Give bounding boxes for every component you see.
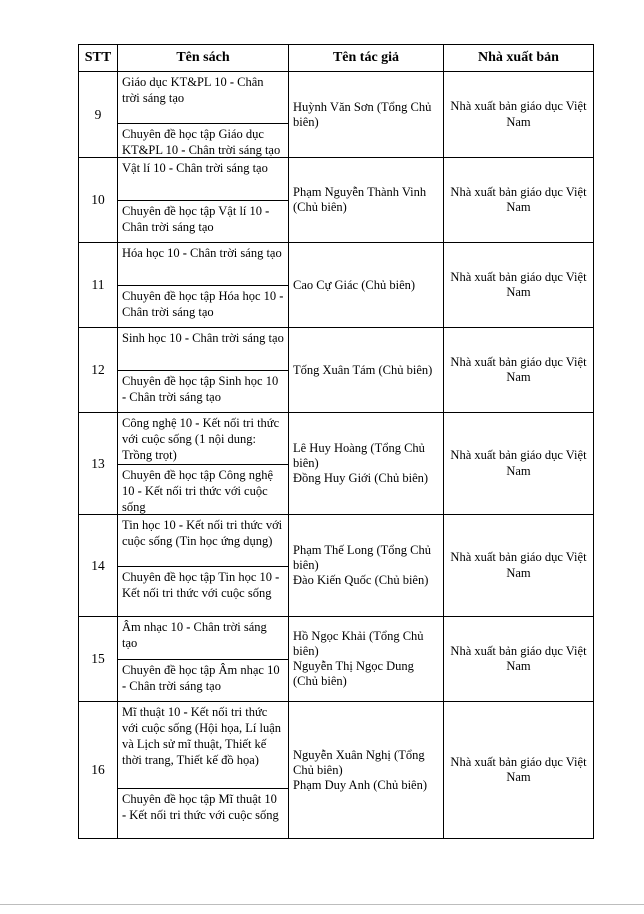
- book-titles-cell: [118, 702, 289, 839]
- publisher-name: Nhà xuất bản giáo dục Việt Nam: [444, 515, 594, 617]
- book-title-series: Chân trời sáng tạo: [126, 390, 221, 404]
- book-title-series: Chân trời sáng tạo: [126, 679, 221, 693]
- page-bottom-divider: [0, 904, 644, 905]
- book-title-separator: -: [122, 390, 127, 404]
- book-title-subject: Sinh học 10: [122, 331, 185, 345]
- header-author: Tên tác giả: [289, 45, 444, 72]
- thematic-textbook-title: [118, 200, 288, 242]
- book-title-subject: Tin học 10: [122, 518, 179, 532]
- header-book-title: Tên sách: [118, 45, 289, 72]
- authors-cell: [289, 158, 444, 243]
- textbook-title: [118, 617, 288, 659]
- header-publisher: Nhà xuất bản: [444, 45, 594, 72]
- author-name: Lê Huy Hoàng (Tổng Chủ biên): [293, 441, 425, 470]
- table-row: [79, 72, 594, 158]
- book-title-series: Kết nối tri thức với cuộc sống (Tin học ứng dụng): [122, 518, 283, 548]
- table-body: [79, 72, 594, 839]
- book-titles-cell: [118, 243, 289, 328]
- authors-cell: [289, 328, 444, 413]
- textbook-table: [78, 44, 594, 839]
- book-titles-cell: [118, 515, 289, 617]
- book-title-subject: Chuyên đề học tập Sinh học 10: [122, 374, 279, 388]
- thematic-textbook-title: [118, 659, 288, 701]
- book-title-separator: -: [181, 143, 186, 157]
- table-row: [79, 702, 594, 839]
- textbook-title: [118, 515, 288, 566]
- book-title-separator: -: [168, 161, 174, 175]
- author-name: Hồ Ngọc Khải (Tổng Chủ biên): [293, 629, 424, 658]
- book-title-separator: -: [137, 484, 142, 498]
- book-title-series: Chân trời sáng tạo: [189, 331, 284, 345]
- book-titles-cell: [118, 328, 289, 413]
- book-title-subject: Giáo dục KT&PL 10: [122, 75, 230, 89]
- book-title-series: Chân trời sáng tạo: [173, 161, 268, 175]
- book-title-series: Chân trời sáng tạo: [122, 75, 264, 105]
- table-row: [79, 413, 594, 515]
- header-stt: STT: [79, 45, 118, 72]
- book-title-series: Kết nối tri thức với cuộc sống: [126, 808, 279, 822]
- book-title-series: Kết nối tri thức với cuộc sống (1 nội dung: Trồng trọt): [122, 416, 280, 462]
- table-header-row: [79, 45, 594, 72]
- book-title-separator: -: [182, 246, 187, 260]
- book-title-separator: -: [195, 416, 200, 430]
- row-number: 9: [79, 72, 118, 158]
- publisher-name: Nhà xuất bản giáo dục Việt Nam: [444, 328, 594, 413]
- book-title-separator: -: [184, 331, 190, 345]
- publisher-name: Nhà xuất bản giáo dục Việt Nam: [444, 413, 594, 515]
- book-title-subject: Công nghệ 10: [122, 416, 196, 430]
- textbook-title: [118, 72, 288, 123]
- table-row: [79, 158, 594, 243]
- author-name: Phạm Duy Anh (Chủ biên): [293, 777, 428, 792]
- authors-cell: [289, 243, 444, 328]
- book-titles-cell: [118, 72, 289, 158]
- table-row: [79, 617, 594, 702]
- author-name: Huỳnh Văn Sơn (Tổng Chủ biên): [293, 99, 432, 129]
- book-title-separator: -: [229, 75, 235, 89]
- book-title-separator: -: [279, 289, 284, 303]
- book-title-subject: Hóa học 10: [122, 246, 183, 260]
- publisher-name: Nhà xuất bản giáo dục Việt Nam: [444, 243, 594, 328]
- book-title-series: Chân trời sáng tạo: [186, 246, 282, 260]
- thematic-textbook-title: [118, 370, 288, 412]
- row-number: 16: [79, 702, 118, 839]
- textbook-title: [118, 243, 288, 285]
- book-title-series: Kết nối tri thức với cuộc sống: [122, 484, 268, 514]
- book-titles-cell: [118, 617, 289, 702]
- book-title-series: Chân trời sáng tạo: [185, 143, 281, 157]
- author-name: Nguyễn Thị Ngọc Dung (Chủ biên): [293, 659, 414, 688]
- book-title-subject: Chuyên đề học tập Hóa học 10: [122, 289, 280, 303]
- book-title-subject: Vật lí 10: [122, 161, 169, 175]
- book-title-series: Kết nối tri thức với cuộc sống (Hội họa, Lí luận và Lịch sử mĩ thuật, Thiết kế thời trang, Thiết kế đồ họa): [122, 705, 282, 767]
- book-title-separator: -: [178, 518, 184, 532]
- authors-cell: [289, 617, 444, 702]
- textbook-title: [118, 413, 288, 464]
- table-row: [79, 328, 594, 413]
- book-title-separator: -: [183, 705, 188, 719]
- row-number: 10: [79, 158, 118, 243]
- book-title-subject: Chuyên đề học tập Tin học 10: [122, 570, 276, 584]
- thematic-textbook-title: [118, 464, 288, 514]
- publisher-name: Nhà xuất bản giáo dục Việt Nam: [444, 72, 594, 158]
- row-number: 13: [79, 413, 118, 515]
- thematic-textbook-title: [118, 566, 288, 616]
- row-number: 11: [79, 243, 118, 328]
- author-name: Nguyễn Xuân Nghị (Tổng Chủ biên): [293, 747, 425, 777]
- textbook-title: [118, 328, 288, 370]
- textbook-title: [118, 702, 288, 788]
- thematic-textbook-title: [118, 788, 288, 838]
- book-title-subject: Mĩ thuật 10: [122, 705, 184, 719]
- book-title-separator: -: [275, 570, 280, 584]
- row-number: 12: [79, 328, 118, 413]
- book-title-subject: Chuyên đề học tập Mĩ thuật 10: [122, 792, 277, 806]
- authors-cell: [289, 72, 444, 158]
- book-title-subject: Âm nhạc 10: [122, 620, 187, 634]
- author-name: Đào Kiến Quốc (Chủ biên): [293, 573, 429, 587]
- publisher-name: Nhà xuất bản giáo dục Việt Nam: [444, 158, 594, 243]
- textbook-title: [118, 158, 288, 200]
- book-title-subject: Chuyên đề học tập Công nghệ 10: [122, 468, 274, 498]
- authors-cell: [289, 702, 444, 839]
- thematic-textbook-title: [118, 285, 288, 327]
- row-number: 15: [79, 617, 118, 702]
- book-title-subject: Chuyên đề học tập Vật lí 10: [122, 204, 266, 218]
- authors-cell: [289, 413, 444, 515]
- author-name: Đồng Huy Giới (Chủ biên): [293, 471, 429, 485]
- book-title-series: Chân trời sáng tạo: [122, 305, 214, 319]
- book-titles-cell: [118, 158, 289, 243]
- book-title-separator: -: [265, 204, 270, 218]
- thematic-textbook-title: [118, 123, 288, 157]
- table-row: [79, 243, 594, 328]
- book-title-series: Kết nối tri thức với cuộc sống: [122, 586, 272, 600]
- book-title-separator: -: [186, 620, 191, 634]
- book-title-series: Chân trời sáng tạo: [122, 620, 267, 650]
- book-title-subject: Chuyên đề học tập Âm nhạc 10: [122, 663, 280, 677]
- book-titles-cell: [118, 413, 289, 515]
- book-title-separator: -: [122, 679, 127, 693]
- publisher-name: Nhà xuất bản giáo dục Việt Nam: [444, 702, 594, 839]
- table-row: [79, 515, 594, 617]
- book-title-series: Chân trời sáng tạo: [122, 220, 214, 234]
- authors-cell: [289, 515, 444, 617]
- author-name: Phạm Nguyễn Thành Vinh (Chủ biên): [293, 185, 427, 214]
- row-number: 14: [79, 515, 118, 617]
- book-title-subject: Chuyên đề học tập Giáo dục KT&PL 10: [122, 127, 264, 157]
- book-title-separator: -: [122, 808, 127, 822]
- author-name: Cao Cự Giác (Chủ biên): [293, 277, 416, 292]
- publisher-name: Nhà xuất bản giáo dục Việt Nam: [444, 617, 594, 702]
- author-name: Phạm Thế Long (Tổng Chủ biên): [293, 543, 431, 572]
- author-name: Tống Xuân Tám (Chủ biên): [293, 362, 433, 377]
